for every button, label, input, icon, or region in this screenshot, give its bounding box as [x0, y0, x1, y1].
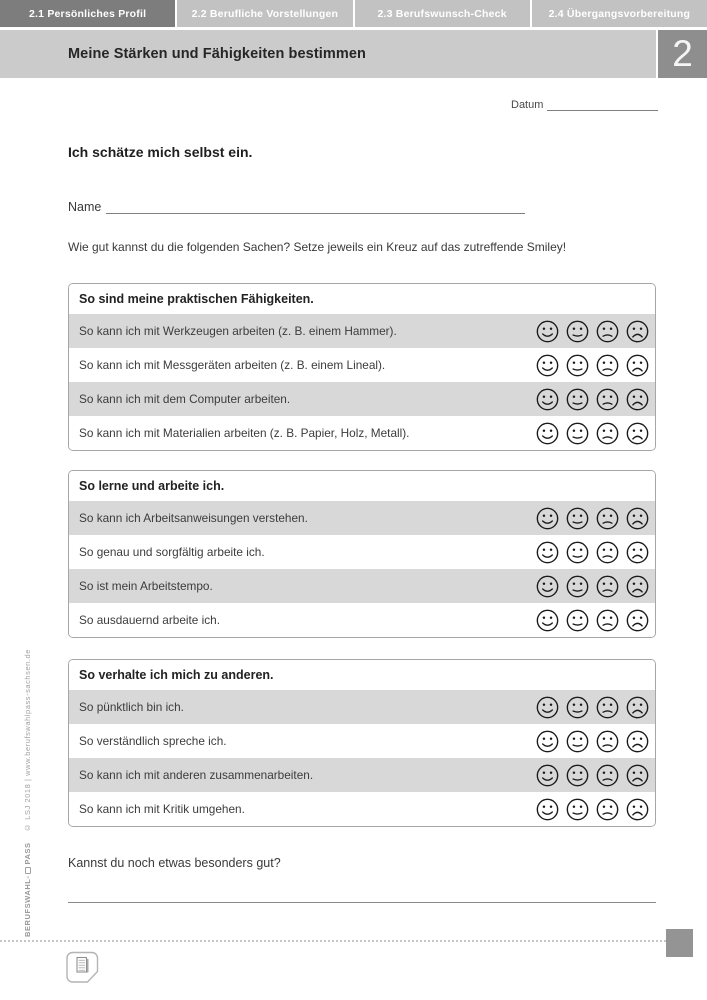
smiley-rating-group [536, 422, 649, 445]
row-label: So verständlich spreche ich. [79, 734, 227, 748]
smiley-sad-icon[interactable] [626, 388, 649, 411]
chapter-tab-bar [0, 0, 707, 27]
smiley-very-happy-icon[interactable] [536, 507, 559, 530]
smiley-slight-frown-icon[interactable] [596, 609, 619, 632]
copyright-credit: © LSJ 2018 | www.berufswahlpass-sachsen.de [23, 649, 32, 832]
table-row [69, 416, 655, 450]
table-row [69, 758, 655, 792]
name-input-line[interactable] [106, 202, 525, 214]
answer-input-line[interactable] [68, 902, 656, 903]
smiley-slight-frown-icon[interactable] [596, 764, 619, 787]
smiley-slight-smile-icon[interactable] [566, 320, 589, 343]
tab-berufswunsch-check[interactable]: 2.3 Berufswunsch-Check [355, 0, 530, 27]
smiley-sad-icon[interactable] [626, 696, 649, 719]
table-row [69, 690, 655, 724]
smiley-very-happy-icon[interactable] [536, 388, 559, 411]
smiley-slight-smile-icon[interactable] [566, 541, 589, 564]
table-title: So verhalte ich mich zu anderen. [69, 660, 655, 690]
table-row [69, 501, 655, 535]
row-label: So ausdauernd arbeite ich. [79, 613, 221, 627]
smiley-very-happy-icon[interactable] [536, 575, 559, 598]
page-marker-square [666, 929, 693, 957]
smiley-sad-icon[interactable] [626, 354, 649, 377]
smiley-very-happy-icon[interactable] [536, 798, 559, 821]
smiley-slight-smile-icon[interactable] [566, 354, 589, 377]
smiley-slight-smile-icon[interactable] [566, 422, 589, 445]
smiley-slight-frown-icon[interactable] [596, 354, 619, 377]
row-label: So kann ich mit Messgeräten arbeiten (z. B. einem Lineal). [79, 358, 386, 372]
row-label: So genau und sorgfältig arbeite ich. [79, 545, 265, 559]
rating-table-practical-skills [68, 283, 656, 451]
tab-berufliche-vorstellungen[interactable]: 2.2 Berufliche Vorstellungen [177, 0, 352, 27]
smiley-slight-frown-icon[interactable] [596, 320, 619, 343]
smiley-slight-frown-icon[interactable] [596, 798, 619, 821]
smiley-slight-smile-icon[interactable] [566, 696, 589, 719]
smiley-slight-frown-icon[interactable] [596, 696, 619, 719]
date-row [511, 99, 658, 111]
name-row [68, 200, 525, 214]
smiley-slight-smile-icon[interactable] [566, 730, 589, 753]
smiley-sad-icon[interactable] [626, 798, 649, 821]
smiley-slight-smile-icon[interactable] [566, 798, 589, 821]
table-row [69, 382, 655, 416]
row-label: So kann ich mit anderen zusammenarbeiten. [79, 768, 314, 782]
smiley-very-happy-icon[interactable] [536, 541, 559, 564]
row-label: So kann ich mit Kritik umgehen. [79, 802, 245, 816]
smiley-sad-icon[interactable] [626, 609, 649, 632]
section-heading: Ich schätze mich selbst ein. [68, 144, 253, 160]
smiley-sad-icon[interactable] [626, 730, 649, 753]
smiley-rating-group [536, 730, 649, 753]
smiley-slight-frown-icon[interactable] [596, 422, 619, 445]
smiley-rating-group [536, 798, 649, 821]
name-label: Name [68, 200, 102, 214]
table-title: So sind meine praktischen Fähigkeiten. [69, 284, 655, 314]
brand-prefix: BERUFSWAHL- [23, 875, 32, 937]
smiley-rating-group [536, 541, 649, 564]
table-row [69, 314, 655, 348]
smiley-sad-icon[interactable] [626, 422, 649, 445]
table-title: So lerne und arbeite ich. [69, 471, 655, 501]
smiley-very-happy-icon[interactable] [536, 609, 559, 632]
smiley-slight-frown-icon[interactable] [596, 575, 619, 598]
row-label: So kann ich mit Werkzeugen arbeiten (z. B. einem Hammer). [79, 324, 397, 338]
smiley-sad-icon[interactable] [626, 541, 649, 564]
smiley-sad-icon[interactable] [626, 575, 649, 598]
smiley-slight-frown-icon[interactable] [596, 730, 619, 753]
title-band [0, 30, 707, 78]
worksheet-document-icon [66, 951, 99, 984]
table-row [69, 603, 655, 637]
row-label: So kann ich mit Materialien arbeiten (z. B. Papier, Holz, Metall). [79, 426, 410, 440]
chapter-number-badge: 2 [656, 30, 707, 78]
smiley-very-happy-icon[interactable] [536, 354, 559, 377]
row-label: So ist mein Arbeitstempo. [79, 579, 213, 593]
smiley-very-happy-icon[interactable] [536, 422, 559, 445]
cut-dotted-line [0, 940, 666, 942]
table-row [69, 792, 655, 826]
smiley-slight-smile-icon[interactable] [566, 609, 589, 632]
smiley-slight-smile-icon[interactable] [566, 575, 589, 598]
smiley-slight-frown-icon[interactable] [596, 388, 619, 411]
table-row [69, 535, 655, 569]
berufswahlpass-logo-icon [25, 867, 31, 874]
brand-suffix: PASS [23, 842, 32, 865]
smiley-rating-group [536, 354, 649, 377]
smiley-very-happy-icon[interactable] [536, 764, 559, 787]
smiley-slight-frown-icon[interactable] [596, 507, 619, 530]
row-label: So pünktlich bin ich. [79, 700, 184, 714]
smiley-sad-icon[interactable] [626, 764, 649, 787]
table-row [69, 569, 655, 603]
smiley-very-happy-icon[interactable] [536, 696, 559, 719]
smiley-sad-icon[interactable] [626, 507, 649, 530]
table-row [69, 724, 655, 758]
sidebar-credit [23, 649, 36, 937]
smiley-sad-icon[interactable] [626, 320, 649, 343]
smiley-rating-group [536, 388, 649, 411]
smiley-rating-group [536, 575, 649, 598]
smiley-rating-group [536, 507, 649, 530]
row-label: So kann ich mit dem Computer arbeiten. [79, 392, 291, 406]
date-label: Datum [511, 99, 544, 111]
smiley-slight-smile-icon[interactable] [566, 507, 589, 530]
tab-uebergangsvorbereitung[interactable]: 2.4 Übergangsvorbereitung [532, 0, 707, 27]
smiley-slight-smile-icon[interactable] [566, 388, 589, 411]
smiley-very-happy-icon[interactable] [536, 320, 559, 343]
rating-table-learning-working [68, 470, 656, 638]
rating-table-social-behavior [68, 659, 656, 827]
row-label: So kann ich Arbeitsanweisungen verstehen. [79, 511, 308, 525]
smiley-very-happy-icon[interactable] [536, 730, 559, 753]
bonus-question: Kannst du noch etwas besonders gut? [68, 856, 281, 870]
table-row [69, 348, 655, 382]
tab-persoenliches-profil[interactable]: 2.1 Persönliches Profil [0, 0, 175, 27]
smiley-slight-smile-icon[interactable] [566, 764, 589, 787]
date-input-line[interactable] [547, 99, 658, 111]
page-title: Meine Stärken und Fähigkeiten bestimmen [68, 46, 366, 62]
smiley-rating-group [536, 609, 649, 632]
smiley-rating-group [536, 320, 649, 343]
smiley-rating-group [536, 764, 649, 787]
instruction-text: Wie gut kannst du die folgenden Sachen? Setze jeweils ein Kreuz auf das zutreffende Smiley! [68, 240, 567, 254]
smiley-rating-group [536, 696, 649, 719]
smiley-slight-frown-icon[interactable] [596, 541, 619, 564]
